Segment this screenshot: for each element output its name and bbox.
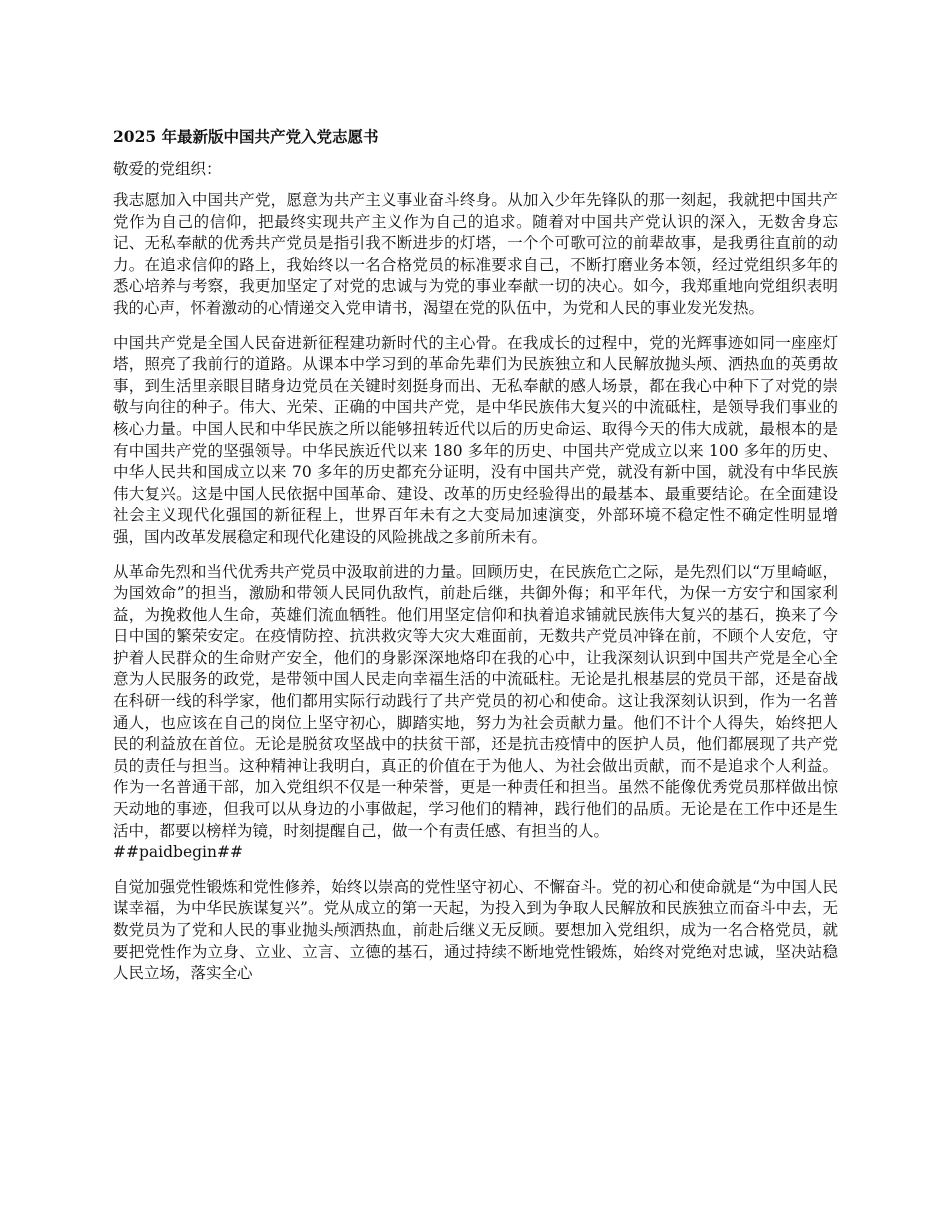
paragraph-4 — [113, 877, 838, 985]
salutation: 敬爱的党组织： — [113, 160, 222, 178]
paragraph-2-text: 中国共产党是全国人民奋进新征程建功新时代的主心骨。在我成长的过程中，党的光辉事迹如同一座座灯塔，照亮了我前行的道路。从课本中学习到的革命先辈们为民族独立和人民解放抛头颅、洒热血的英勇故事，到生活里亲眼目睹身边党员在关键时刻挺身而出、无私奉献的感人场景，都在我心中种下了对党的崇敬与向往的种子。伟大、光荣、正确的中国共产党，是中华民族伟大复兴的中流砥柱，是领导我们事业的核心力量。中国人民和中华民族之所以能够扭转近代以后的历史命运、取得今天的伟大成就，最根本的是有中国共产党的坚强领导。中华民族近代以来 180 多年的历史、中国共产党成立以来 100 多年的历史、中华人民共和国成立以来 70 多年的历史都充分证明，没有中国共产党，就没有新中国，就没有中华民族伟大复兴。这是中国人民依据中国革命、建设、改革的历史经验得出的最基本、最重要结论。在全面建设社会主义现代化强国的新征程上，世界百年未有之大变局加速演变，外部环境不稳定性不确定性明显增强，国内改革发展稳定和现代化建设的风险挑战之多前所未有。 — [113, 333, 838, 546]
paid-begin-marker: ##paidbegin## — [113, 843, 243, 862]
paragraph-1 — [113, 190, 838, 320]
paragraph-2 — [113, 333, 838, 549]
document-title: 2025 年最新版中国共产党入党志愿书 — [113, 127, 379, 146]
paragraph-3-text: 从革命先烈和当代优秀共产党员中汲取前进的力量。回顾历史，在民族危亡之际，是先烈们以“万里崎岖，为国效命”的担当，激励和带领人民同仇敌忾，前赴后继，共御外侮；和平年代，为保一方安宁和国家利益，为挽救他人生命，英雄们流血牺牲。他们用坚定信仰和执着追求铺就民族伟大复兴的基石，换来了今日中国的繁荣安定。在疫情防控、抗洪救灾等大灾大难面前，无数共产党员冲锋在前，不顾个人安危，守护着人民群众的生命财产安全，他们的身影深深地烙印在我的心中，让我深刻认识到中国共产党是全心全意为人民服务的政党，是带领中国人民走向幸福生活的中流砥柱。无论是扎根基层的党员干部，还是奋战在科研一线的科学家，他们都用实际行动践行了共产党员的初心和使命。这让我深刻认识到，作为一名普通人，也应该在自己的岗位上坚守初心，脚踏实地，努力为社会贡献力量。他们不计个人得失，始终把人民的利益放在首位。无论是脱贫攻坚战中的扶贫干部，还是抗击疫情中的医护人员，他们都展现了共产党员的责任与担当。这种精神让我明白，真正的价值在于为他人、为社会做出贡献，而不是追求个人利益。作为一名普通干部，加入党组织不仅是一种荣誉，更是一种责任和担当。虽然不能像优秀党员那样做出惊天动地的事迹，但我可以从身边的小事做起，学习他们的精神，践行他们的品质。无论是在工作中还是生活中，都要以榜样为镜，时刻提醒自己，做一个有责任感、有担当的人。 — [113, 562, 838, 840]
paragraph-3 — [113, 562, 838, 864]
paragraph-1-text: 我志愿加入中国共产党，愿意为共产主义事业奋斗终身。从加入少年先锋队的那一刻起，我就把中国共产党作为自己的信仰，把最终实现共产主义作为自己的追求。随着对中国共产党认识的深入，无数舍身忘记、无私奉献的优秀共产党员是指引我不断进步的灯塔，一个个可歌可泣的前辈故事，是我勇往直前的动力。在追求信仰的路上，我始终以一名合格党员的标准要求自己，不断打磨业务本领，经过党组织多年的悉心培养与考察，我更加坚定了对党的忠诚与为党的事业奉献一切的决心。如今，我郑重地向党组织表明我的心声，怀着激动的心情递交入党申请书，渴望在党的队伍中，为党和人民的事业发光发热。 — [113, 191, 838, 317]
paragraph-4-text: 自觉加强党性锻炼和党性修养，始终以崇高的党性坚守初心、不懈奋斗。党的初心和使命就是“为中国人民谋幸福，为中华民族谋复兴”。党从成立的第一天起，为投入到为争取人民解放和民族独立而奋斗中去，无数党员为了党和人民的事业抛头颅洒热血，前赴后继义无反顾。要想加入党组织，成为一名合格党员，就要把党性作为立身、立业、立言、立德的基石，通过持续不断地党性锻炼，始终对党绝对忠诚，坚决站稳人民立场，落实全心 — [113, 877, 838, 983]
